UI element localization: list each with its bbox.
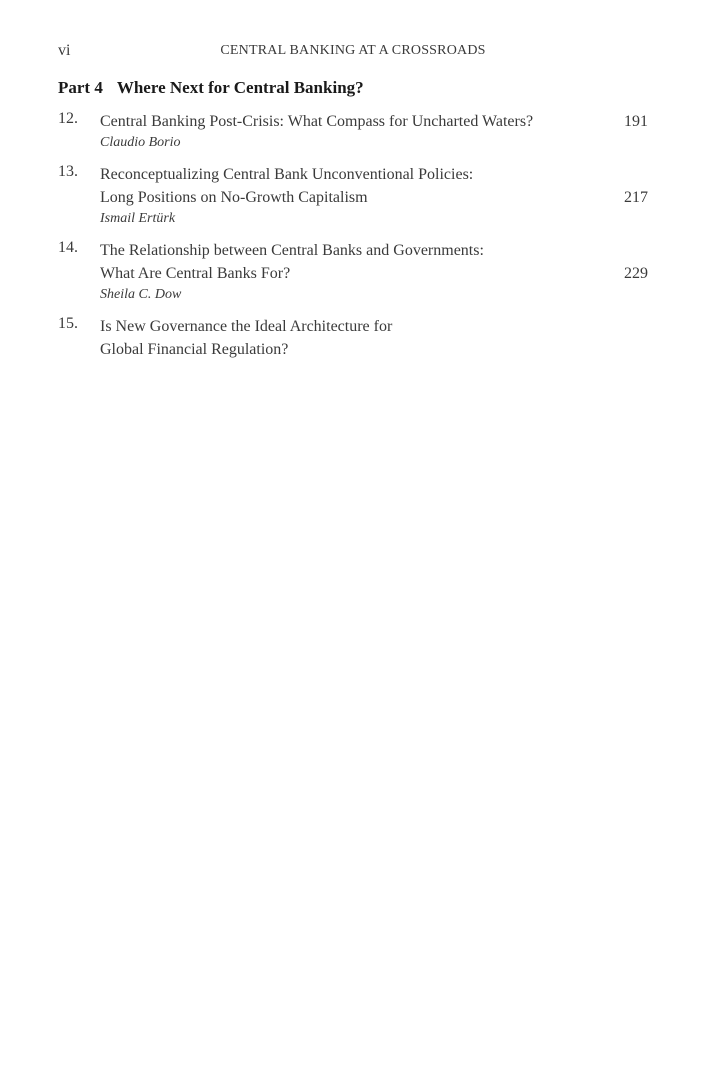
chapter-author: Ismail Ertürk xyxy=(100,211,176,226)
part-title: Where Next for Central Banking? xyxy=(116,78,364,97)
toc-entry-13[interactable] xyxy=(58,163,648,229)
chapter-number: 13. xyxy=(58,163,78,180)
page-header xyxy=(58,42,648,64)
chapter-title-line: Central Banking Post-Crisis: What Compass for Uncharted Waters? xyxy=(100,113,534,130)
part-heading xyxy=(58,78,364,98)
page-number: 229 xyxy=(624,265,648,282)
chapter-title-line: Is New Governance the Ideal Architecture for xyxy=(100,318,393,335)
table-of-contents xyxy=(58,110,648,371)
toc-entry-15[interactable] xyxy=(58,315,648,361)
chapter-number: 14. xyxy=(58,239,78,256)
part-label: Part 4 xyxy=(58,78,103,97)
chapter-author: Sheila C. Dow xyxy=(100,287,182,302)
chapter-title-line: Long Positions on No-Growth Capitalism xyxy=(100,189,368,206)
running-head: CENTRAL BANKING AT A CROSSROADS xyxy=(220,43,486,58)
chapter-number: 15. xyxy=(58,315,78,332)
chapter-title-line: Global Financial Regulation? xyxy=(100,341,289,358)
toc-entry-12[interactable] xyxy=(58,110,648,153)
chapter-title-line: Reconceptualizing Central Bank Unconventional Policies: xyxy=(100,166,474,183)
chapter-author: Claudio Borio xyxy=(100,135,181,150)
chapter-title-line: The Relationship between Central Banks and Governments: xyxy=(100,242,484,259)
page-number: 191 xyxy=(624,113,648,130)
page-folio: vi xyxy=(58,42,71,59)
chapter-title-line: What Are Central Banks For? xyxy=(100,265,291,282)
toc-entry-14[interactable] xyxy=(58,239,648,305)
chapter-number: 12. xyxy=(58,110,78,127)
page-number: 217 xyxy=(624,189,648,206)
